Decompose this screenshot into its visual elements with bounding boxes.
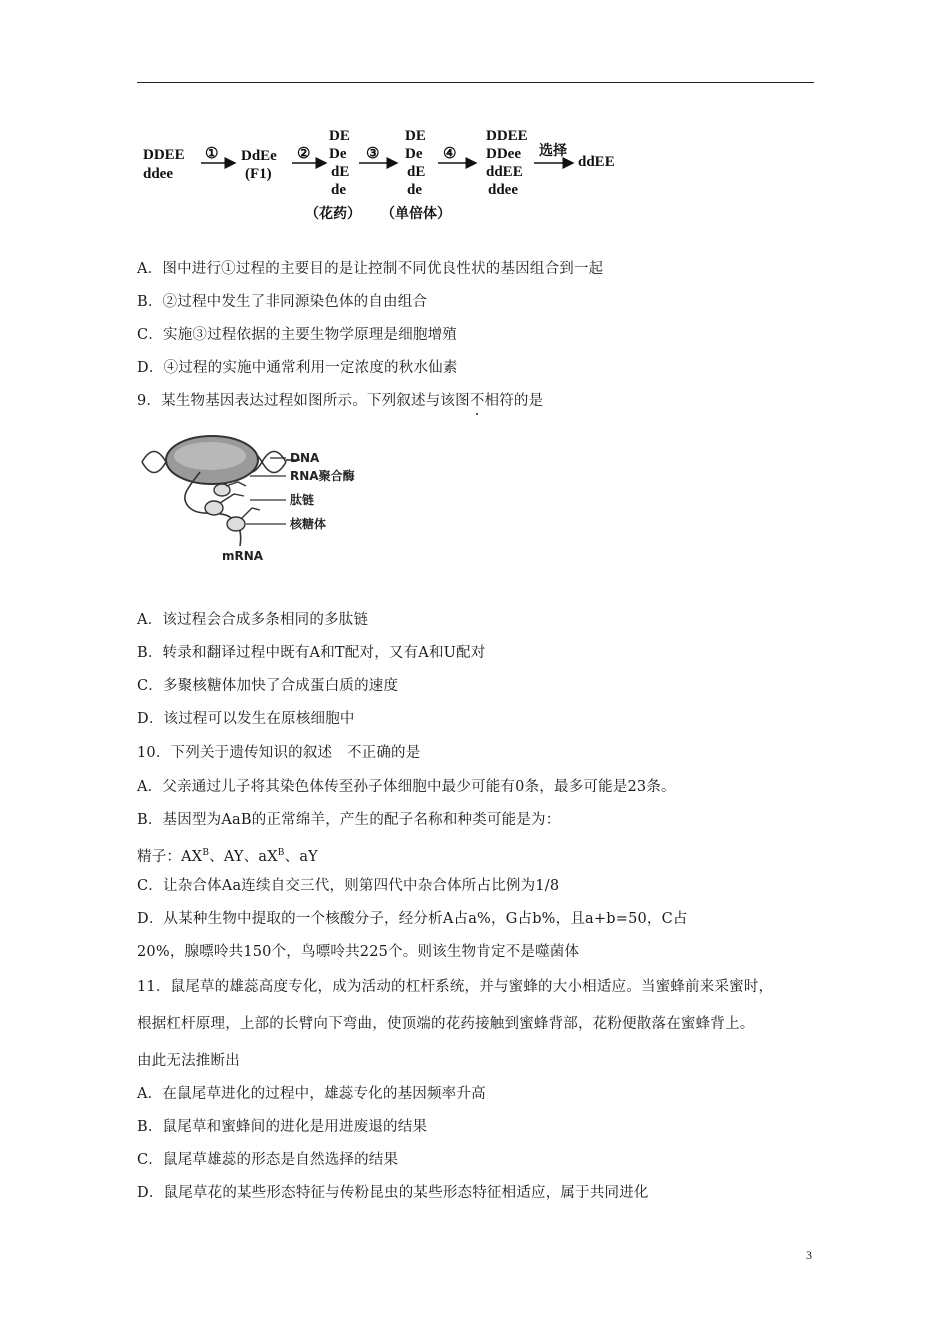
pollen-3: dE	[331, 164, 350, 180]
gamete-2: AY	[223, 848, 244, 865]
q9-option-b: B．转录和翻译过程中既有A和T配对，又有A和U配对	[137, 645, 486, 661]
parent-2: ddee	[143, 166, 173, 182]
q9-option-d: D．该过程可以发生在原核细胞中	[137, 711, 355, 727]
q9-option-a: A．该过程会合成多条相同的多肽链	[137, 612, 369, 628]
sep-1: 、	[209, 848, 224, 865]
pollen-2: De	[329, 146, 347, 162]
haploid-2: De	[405, 146, 423, 162]
header-rule	[137, 82, 814, 83]
gamete-3-sup: B	[277, 848, 285, 858]
label-dna: DNA	[290, 451, 320, 465]
f1-genotype: DdEe	[241, 148, 277, 164]
q11-stem-1: 11．鼠尾草的雄蕊高度专化，成为活动的杠杆系统，并与蜜蜂的大小相适应。当蜜蜂前来采蜜时，	[137, 979, 774, 995]
gene-expression-figure	[140, 428, 380, 568]
caption-pollen: （花药）	[305, 206, 361, 222]
pollen-1: DE	[329, 128, 350, 144]
parent-1: DDEE	[143, 147, 185, 163]
q10-option-c: C．让杂合体Aa连续自交三代，则第四代中杂合体所占比例为1/8	[137, 878, 560, 894]
breeding-diagram	[137, 118, 657, 230]
q9-stem-before: 9．某生物基因表达过程如图所示。下列叙述与该图	[137, 393, 470, 409]
q10-option-a: A．父亲通过儿子将其染色体传至孙子体细胞中最少可能有0条，最多可能是23条。	[137, 779, 676, 795]
sperm-prefix: 精子：	[137, 848, 182, 865]
q8-option-c: C．实施③过程依据的主要生物学原理是细胞增殖	[137, 327, 457, 343]
q10-stem: 10．下列关于遗传知识的叙述 不正确的是	[137, 745, 421, 761]
q8-option-b: B．②过程中发生了非同源染色体的自由组合	[137, 294, 428, 310]
label-ribosome: 核糖体	[290, 517, 327, 531]
gamete-4: aY	[299, 848, 318, 865]
f1-label: (F1)	[245, 166, 272, 182]
q9-option-c: C．多聚核糖体加快了合成蛋白质的速度	[137, 678, 399, 694]
q10-option-d-cont: 20%，腺嘌呤共150个，鸟嘌呤共225个。则该生物肯定不是噬菌体	[137, 944, 580, 960]
doubled-4: ddee	[488, 182, 518, 198]
q10-sperm-line	[137, 843, 318, 867]
q8-option-d: D．④过程的实施中通常利用一定浓度的秋水仙素	[137, 360, 458, 376]
haploid-1: DE	[405, 128, 426, 144]
peptide-chain-3	[242, 508, 260, 518]
q11-option-d: D．鼠尾草花的某些形态特征与传粉昆虫的某些形态特征相适应，属于共同进化	[137, 1185, 649, 1201]
select-label: 选择	[539, 143, 567, 159]
doubled-2: DDee	[486, 146, 521, 162]
label-peptide: 肽链	[290, 493, 315, 507]
caption-haploid: （单倍体）	[381, 206, 451, 222]
page-number: 3	[806, 1248, 812, 1262]
ribosome-3	[227, 517, 245, 531]
gamete-3: aX	[258, 848, 278, 865]
sep-3: 、	[284, 848, 300, 865]
pollen-4: de	[331, 182, 346, 198]
gamete-1-sup: B	[202, 848, 210, 858]
q8-option-a: A．图中进行①过程的主要目的是让控制不同优良性状的基因组合到一起	[137, 261, 604, 277]
label-mrna: mRNA	[222, 549, 264, 563]
label-rna-polymerase: RNA聚合酶	[290, 469, 355, 483]
q11-stem-3: 由此无法推断出	[137, 1053, 240, 1069]
doubled-3: ddEE	[486, 164, 523, 180]
q10-option-b: B．基因型为AaB的正常绵羊，产生的配子名称和种类可能是为：	[137, 812, 561, 828]
haploid-4: de	[407, 182, 422, 198]
result-genotype: ddEE	[578, 154, 615, 170]
q9-stem-emphasis: 不	[469, 393, 485, 409]
step-1-label: ①	[205, 146, 219, 162]
step-4-label: ④	[443, 146, 457, 162]
haploid-3: dE	[407, 164, 426, 180]
q9-stem-after: 相符的是	[484, 393, 544, 409]
gamete-1: AX	[181, 848, 203, 865]
doubled-1: DDEE	[486, 128, 528, 144]
q11-option-a: A．在鼠尾草进化的过程中，雄蕊专化的基因频率升高	[137, 1086, 486, 1102]
step-3-label: ③	[366, 146, 380, 162]
q10-option-d: D．从某种生物中提取的一个核酸分子，经分析A占a%，G占b%，且a+b=50，C占	[137, 911, 688, 927]
step-2-label: ②	[297, 146, 311, 162]
sep-2: 、	[243, 848, 259, 865]
q11-stem-2: 根据杠杆原理，上部的长臂向下弯曲，使顶端的花药接触到蜜蜂背部，花粉便散落在蜜蜂背上。	[137, 1016, 755, 1032]
q9-stem	[137, 391, 543, 411]
q11-option-b: B．鼠尾草和蜜蜂间的进化是用进废退的结果	[137, 1119, 428, 1135]
q11-option-c: C．鼠尾草雄蕊的形态是自然选择的结果	[137, 1152, 399, 1168]
